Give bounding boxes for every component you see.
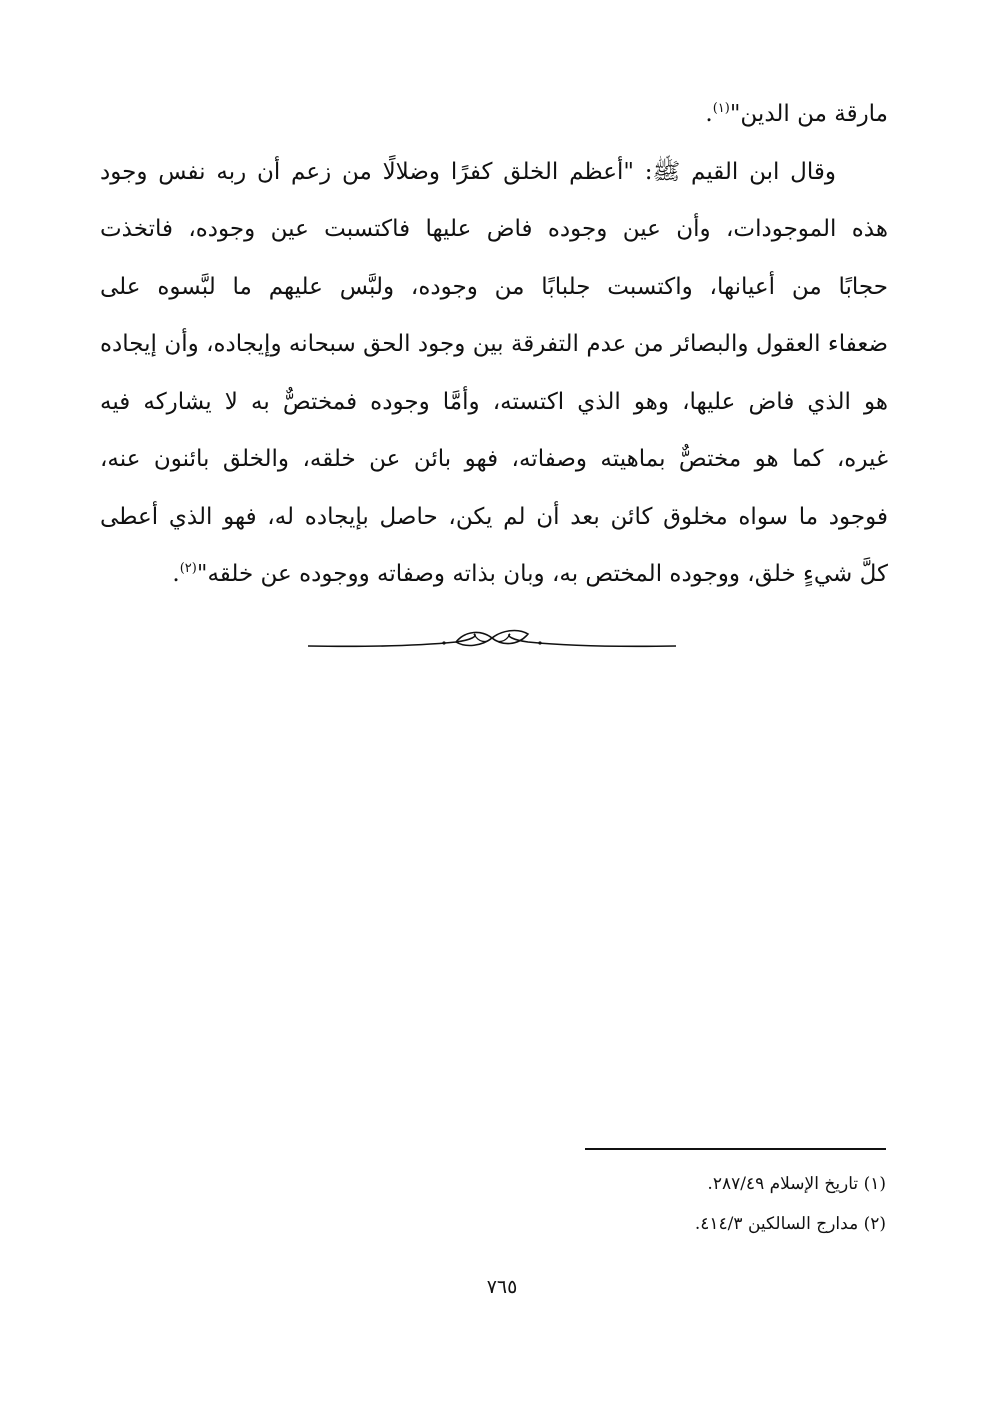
text-run: . [172,561,180,587]
footnote-ref: (٢) [179,561,197,576]
main-text [100,86,888,604]
text-line: وقال ابن القيم ﷺ: "أعظم الخلق كفرًا وضلالًا من زعم أن ربه نفس وجود [100,158,836,185]
text-line: حجابًا من أعيانها، واكتسبت جلبابًا من وجوده، ولبَّس عليهم ما لبَّسوه على [100,273,888,300]
page-number: ٧٦٥ [486,1276,518,1298]
text-line: فوجود ما سواه مخلوق كائن بعد أن لم يكن، حاصل بإيجاده له، فهو الذي أعطى [100,503,888,530]
text-line [100,86,888,144]
text-line: ضعفاء العقول والبصائر من عدم التفرقة بين وجود الحق سبحانه وإيجاده، وأن إيجاده [100,331,888,357]
text-run: مارقة من الدين" [729,101,888,127]
footnote-ref: (١) [712,101,730,116]
text-line: هذه الموجودات، وأن عين وجوده فاض عليها فاكتسبت عين وجوده، فاتخذت [100,216,888,242]
footnote-1: (١) تاريخ الإسلام ٢٨٧/٤٩. [707,1174,886,1194]
text-line: هو الذي فاض عليها، وهو الذي اكتسته، وأمَّا وجوده فمختصٌّ به لا يشاركه فيه [100,388,888,415]
footnote-2: (٢) مدارج السالكين ٤١٤/٣. [694,1214,886,1234]
text-line: غيره، كما هو مختصٌّ بماهيته وصفاته، فهو بائن عن خلقه، والخلق بائنون عنه، [100,446,888,472]
text-run: . [705,101,713,127]
footnote-separator [585,1148,886,1150]
footnotes [500,1164,886,1244]
text-run: كلَّ شيءٍ خلق، ووجوده المختص به، وبان بذاته وصفاته ووجوده عن خلقه" [196,561,888,587]
flourish-divider-icon [306,626,678,656]
text-line [100,546,888,604]
